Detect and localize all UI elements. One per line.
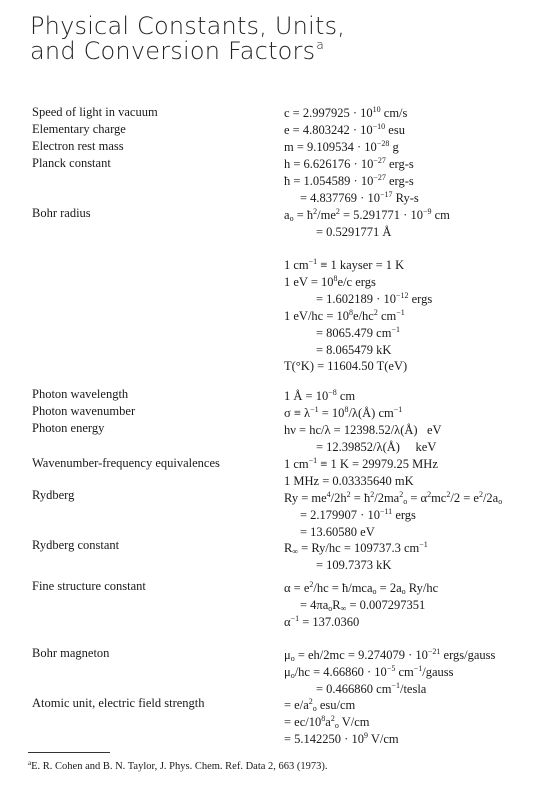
label-bohr-magneton: Bohr magneton [32,646,110,660]
footnote-marker: a [28,759,32,767]
title-line-1: Physical Constants, Units, [30,12,346,40]
value-atomic-field-num: = $5.142250 \cdot 10^9$ V/cm [284,731,399,746]
value-kayser: 1 $cm^{-1} \equiv 1$ kayser = 1 K [284,257,405,272]
label-photon-energy: Photon energy [32,421,105,435]
value-bohr-radius-angstrom: = 0.5291771 Å [316,225,392,239]
value-fine-structure: $\alpha = e^2/hc$ = ħ/mca$_o$ = $2a_o$ Ry/hc [284,580,439,596]
label-rydberg-constant: Rydberg constant [32,538,120,552]
value-photon-energy-kev: = 12.39852/λ(Å) keV [316,440,437,454]
page-title [30,14,345,64]
label-fine-structure: Fine structure constant [32,579,146,593]
value-rydberg-ergs: = $2.179907 \cdot 10^{-11}$ ergs [300,507,416,522]
value-mhz-mk: 1 MHz = 0.03335640 mK [284,474,414,488]
value-bohr-radius: $a_o$ = $ħ^2/me^2 = 5.291771 \cdot 10^{-9}$ cm [284,207,450,223]
value-photon-wavenumber: $\sigma \equiv \lambda^{-1}$ = $10^8/\lambda(Å)$ $cm^{-1}$ [284,405,403,420]
title-note-marker: a [316,38,324,52]
value-atomic-field-esu: = $e/a^2_o$ esu/cm [284,697,356,713]
footnote [28,760,328,773]
value-photon-energy: hν = hc/λ = 12398.52/λ(Å) eV [284,423,442,437]
value-rydberg: $Ry = me^4/2h^2$ = $ħ^2/2ma^2_o = \alpha^2mc^2/2 = e^2/2a_o$ [284,490,503,506]
value-planck-hbar-ry: = $4.837769 \cdot 10^{-17}$ Ry-s [300,190,419,205]
label-photon-wavelength: Photon wavelength [32,387,129,401]
value-bohr-magneton-hc: $\mu_o/hc = 4.66860 \cdot 10^{-5}$ $cm^{-1}$/gauss [284,664,454,680]
value-bohr-magneton: $\mu_o = eh/2mc = 9.274079 \cdot 10^{-21}$ ergs/gauss [284,647,496,663]
value-ev-ergs: 1 eV = $10^8e/c$ ergs [284,274,376,289]
label-rydberg: Rydberg [32,488,75,502]
label-planck: Planck constant [32,156,111,170]
value-atomic-field-vcm: = $ec/10^8a^2_o$ V/cm [284,714,370,730]
footnote-text: E. R. Cohen and B. N. Taylor, J. Phys. Chem. Ref. Data 2, 663 (1973). [31,761,328,772]
value-rydberg-constant-kk: = 109.7373 kK [316,558,392,572]
footnote-rule [28,752,110,753]
value-bohr-magneton-tesla: = 0.466860 $cm^{-1}$/tesla [316,681,427,696]
label-electron-mass: Electron rest mass [32,139,124,153]
value-photon-wavelength: 1 Å = $10^{-8}$ cm [284,388,356,403]
value-wavenumber-frequency: 1 $cm^{-1} \equiv 1$ K = 29979.25 MHz [284,456,438,471]
label-bohr-radius: Bohr radius [32,206,91,220]
value-ev-hc-num: = 8065.479 $cm^{-1}$ [316,325,400,340]
value-temperature: T(°K) = 11604.50 T(eV) [284,359,408,373]
value-planck-h: $h = 6.626176 \cdot 10^{-27}$ erg-s [284,156,414,171]
value-fine-structure-num: = $4\pi a_oR_\infty = 0.007297351$ [300,598,426,613]
value-elementary-charge: $e = 4.803242 \cdot 10^{-10}$ esu [284,122,405,137]
value-planck-hbar: ħ = $1.054589 \cdot 10^{-27}$ erg-s [284,173,414,188]
value-rydberg-ev: = 13.60580 eV [300,525,375,539]
label-speed-of-light: Speed of light in vacuum [32,105,158,119]
value-fine-structure-inverse: $\alpha^{-1} = 137.0360$ [284,614,360,629]
value-ev-hc-kk: = 8.065479 kK [316,343,392,357]
label-photon-wavenumber: Photon wavenumber [32,404,136,418]
value-speed-of-light: $c = 2.997925 \cdot 10^{10}$ cm/s [284,105,408,120]
label-elementary-charge: Elementary charge [32,122,126,136]
value-electron-mass: $m = 9.109534 \cdot 10^{-28}$ g [284,139,399,154]
label-wavenumber-frequency: Wavenumber-frequency equivalences [32,456,220,470]
value-rydberg-constant: $R_\infty = Ry/hc = 109737.3$ $cm^{-1}$ [284,540,428,556]
label-atomic-unit-field: Atomic unit, electric field strength [32,696,205,710]
value-ev-hc: 1 $eV/hc = 10^8e/hc^2$ $cm^{-1}$ [284,308,405,323]
value-ev-ergs-num: = $1.602189 \cdot 10^{-12}$ ergs [316,291,433,306]
title-line-2: and Conversion Factors$^a$ [30,37,324,65]
